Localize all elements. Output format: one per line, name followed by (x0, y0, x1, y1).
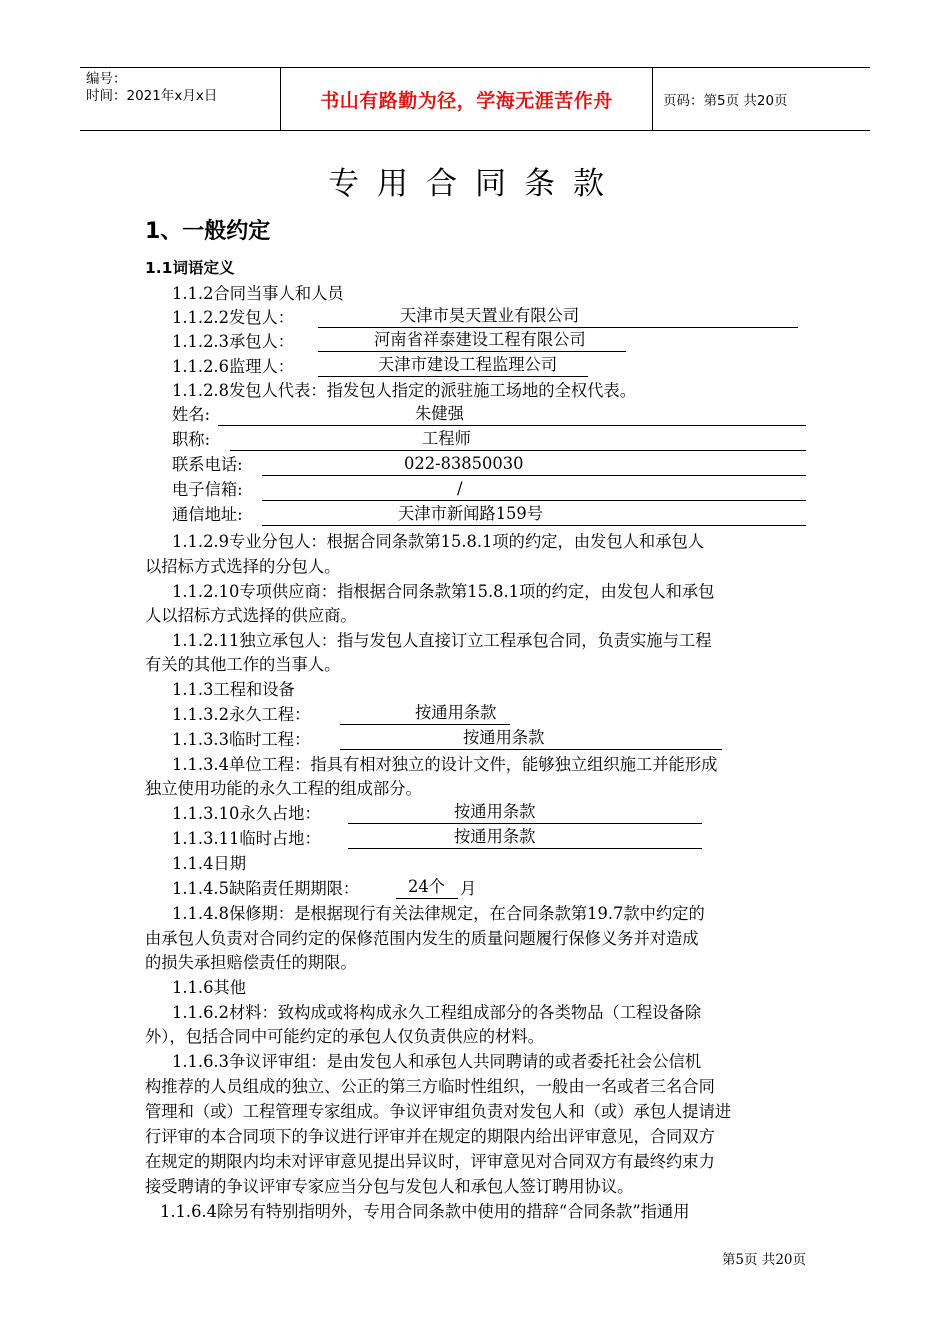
title-label: 职称: (172, 430, 211, 449)
clause-1-1-2-2-label: 1.1.2.2发包人： (172, 308, 295, 327)
permanent-works-field (340, 702, 510, 725)
clause-1-1-2-10-line-b: 人以招标方式选择的供应商。 (145, 606, 357, 625)
clause-1-1-6-3-line-f: 接受聘请的争议评审专家应当分包与发包人和承包人签订聘用协议。 (145, 1177, 634, 1196)
clause-1-1-6-3-line-d: 行评审的本合同项下的争议进行评审并在规定的期限内给出评审意见，合同双方 (145, 1127, 715, 1146)
clause-1-1-6-3-line-e: 在规定的期限内均未对评审意见提出异议时，评审意见对合同双方有最终约束力 (145, 1152, 715, 1171)
supervisor-field (318, 354, 588, 377)
clause-1-1-2-10-line-a: 1.1.2.10专项供应商：指根据合同条款第15.8.1项的约定，由发包人和承包 (172, 582, 715, 601)
header-motto-cell (280, 68, 653, 130)
email-field (262, 478, 806, 501)
page-footer: 第5页 共20页 (721, 1252, 806, 1268)
clause-1-1-2-11-line-a: 1.1.2.11独立承包人：指与发包人直接订立工程承包合同，负责实施与工程 (172, 631, 712, 650)
clause-1-1-6-3-line-a: 1.1.6.3争议评审组：是由发包人和承包人共同聘请的或者委托社会公信机 (172, 1052, 702, 1071)
address-value: 天津市新闻路159号 (398, 504, 544, 523)
header-page-label: 页码：第5页 共20页 (663, 93, 788, 109)
header-motto: 书山有路勤为径，学海无涯苦作舟 (320, 89, 613, 112)
temporary-works-value: 按通用条款 (463, 728, 545, 747)
clause-1-1-4-5-label: 1.1.4.5缺陷责任期期限： (172, 879, 360, 898)
clause-1-1-4-8-line-a: 1.1.4.8保修期：是根据现行有关法律规定，在合同条款第19.7款中约定的 (172, 904, 705, 923)
header-meta (80, 68, 280, 130)
clause-1-1-3-2-label: 1.1.3.2永久工程： (172, 705, 311, 724)
clause-1-1-3: 1.1.3工程和设备 (172, 680, 295, 699)
clause-1-1-6-2-line-a: 1.1.6.2材料：致构成或将构成永久工程组成部分的各类物品（工程设备除 (172, 1003, 702, 1022)
clause-1-1-2-9-line-a: 1.1.2.9专业分包人：根据合同条款第15.8.1项的约定，由发包人和承包人 (172, 532, 705, 551)
doc-number-label: 编号： (86, 71, 127, 87)
phone-field (262, 453, 806, 476)
permanent-land-value: 按通用条款 (454, 802, 536, 821)
email-value: / (457, 479, 463, 498)
defect-period-value: 24个 (408, 877, 445, 896)
clause-1-1-2-11-line-b: 有关的其他工作的当事人。 (145, 655, 341, 674)
email-label: 电子信箱: (172, 480, 243, 499)
phone-value: 022-83850030 (404, 454, 524, 473)
name-value: 朱健强 (415, 404, 464, 423)
supervisor-value: 天津市建设工程监理公司 (378, 355, 558, 374)
temporary-land-value: 按通用条款 (454, 827, 536, 846)
section-heading-1: 1、一般约定 (145, 219, 271, 244)
clause-1-1-6-3-line-b: 构推荐的人员组成的独立、公正的第三方临时性组织，一般由一名或者三名合同 (145, 1077, 715, 1096)
contractor-field (318, 329, 626, 352)
clause-1-1-4-8-line-c: 的损失承担赔偿责任的期限。 (145, 953, 357, 972)
temporary-works-field (340, 727, 722, 750)
address-field (262, 503, 806, 526)
temporary-land-field (348, 826, 702, 849)
clause-1-1-3-4-line-a: 1.1.3.4单位工程：指具有相对独立的设计文件，能够独立组织施工并能形成 (172, 755, 718, 774)
employer-field (318, 305, 798, 328)
employer-value: 天津市昊天置业有限公司 (400, 306, 580, 325)
clause-1-1-2-3-label: 1.1.2.3承包人： (172, 332, 295, 351)
permanent-land-field (348, 801, 702, 824)
clause-1-1-6: 1.1.6其他 (172, 978, 246, 997)
page-header (80, 67, 870, 131)
clause-1-1-4-8-line-b: 由承包人负责对合同约定的保修范围内发生的质量问题履行保修义务并对造成 (145, 929, 699, 948)
defect-period-unit: 月 (460, 879, 477, 898)
document-title: 专用合同条款 (328, 166, 622, 202)
clause-1-1-2-6-label: 1.1.2.6监理人： (172, 357, 295, 376)
name-field (218, 403, 806, 426)
clause-1-1-3-10-label: 1.1.3.10永久占地： (172, 804, 321, 823)
clause-1-1-2: 1.1.2合同当事人和人员 (172, 284, 344, 303)
address-label: 通信地址: (172, 505, 243, 524)
clause-1-1-6-4-line-a: 1.1.6.4除另有特别指明外，专用合同条款中使用的措辞“合同条款”指通用 (160, 1202, 690, 1221)
clause-1-1-6-2-line-b: 外），包括合同中可能约定的承包人仅负责供应的材料。 (145, 1027, 544, 1046)
clause-1-1-4: 1.1.4日期 (172, 854, 246, 873)
header-page-cell (653, 68, 870, 130)
title-field (230, 428, 806, 451)
contractor-value: 河南省祥泰建设工程有限公司 (374, 330, 586, 349)
defect-period-field (396, 876, 458, 899)
clause-1-1-3-11-label: 1.1.3.11临时占地： (172, 829, 321, 848)
title-value: 工程师 (422, 429, 471, 448)
clause-1-1-2-9-line-b: 以招标方式选择的分包人。 (145, 557, 341, 576)
name-label: 姓名: (172, 405, 211, 424)
clause-1-1-3-3-label: 1.1.3.3临时工程： (172, 730, 311, 749)
clause-1-1-3-4-line-b: 独立使用功能的永久工程的组成部分。 (145, 779, 422, 798)
phone-label: 联系电话: (172, 455, 243, 474)
clause-1-1-6-3-line-c: 管理和（或）工程管理专家组成。争议评审组负责对发包人和（或）承包人提请进 (145, 1102, 732, 1121)
section-heading-1-1: 1.1词语定义 (145, 259, 235, 277)
clause-1-1-2-8: 1.1.2.8发包人代表：指发包人指定的派驻施工场地的全权代表。 (172, 381, 636, 400)
doc-time-label: 时间：2021年x月x日 (86, 88, 218, 104)
permanent-works-value: 按通用条款 (415, 703, 497, 722)
